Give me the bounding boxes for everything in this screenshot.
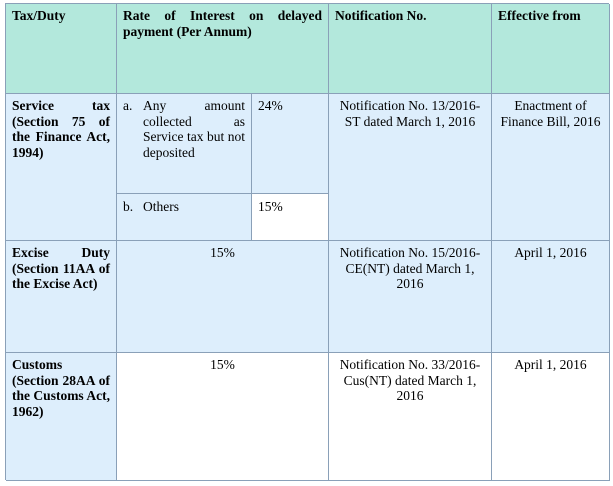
excise-duty-effective-from: April 1, 2016 xyxy=(492,241,610,353)
header-rate-of-interest: Rate of Interest on delayed payment (Per Annum) xyxy=(117,4,329,94)
header-notification-no: Notification No. xyxy=(329,4,492,94)
service-tax-subrate-b-rate: 15% xyxy=(252,194,329,241)
subrate-b-label: b. xyxy=(123,199,134,214)
subrate-a-text: Any amount collected as Service tax but not deposited xyxy=(143,98,245,160)
excise-duty-rate: 15% xyxy=(117,241,329,353)
header-tax-duty: Tax/Duty xyxy=(6,4,117,94)
customs-rate: 15% xyxy=(117,353,329,481)
service-tax-subrate-a-rate: 24% xyxy=(252,94,329,194)
service-tax-cell: Service tax (Section 75 of the Finance Act, 1994) xyxy=(6,94,117,241)
customs-cell: Customs (Section 28AA of the Customs Act, 1962) xyxy=(6,353,117,481)
customs-effective-from: April 1, 2016 xyxy=(492,353,610,481)
customs-notification: Notification No. 33/2016-Cus(NT) dated March 1, 2016 xyxy=(329,353,492,481)
excise-duty-notification: Notification No. 15/2016-CE(NT) dated March 1, 2016 xyxy=(329,241,492,353)
service-tax-subrate-b-desc xyxy=(117,194,252,241)
subrate-b-text: Others xyxy=(143,199,179,214)
service-tax-notification: Notification No. 13/2016-ST dated March 1, 2016 xyxy=(329,94,492,241)
subrate-a-label: a. xyxy=(123,98,133,113)
service-tax-effective-from: Enactment of Finance Bill, 2016 xyxy=(492,94,610,241)
service-tax-subrate-a-desc xyxy=(117,94,252,194)
interest-rate-table xyxy=(5,3,609,480)
header-effective-from: Effective from xyxy=(492,4,610,94)
excise-duty-cell: Excise Duty (Section 11AA of the Excise Act) xyxy=(6,241,117,353)
